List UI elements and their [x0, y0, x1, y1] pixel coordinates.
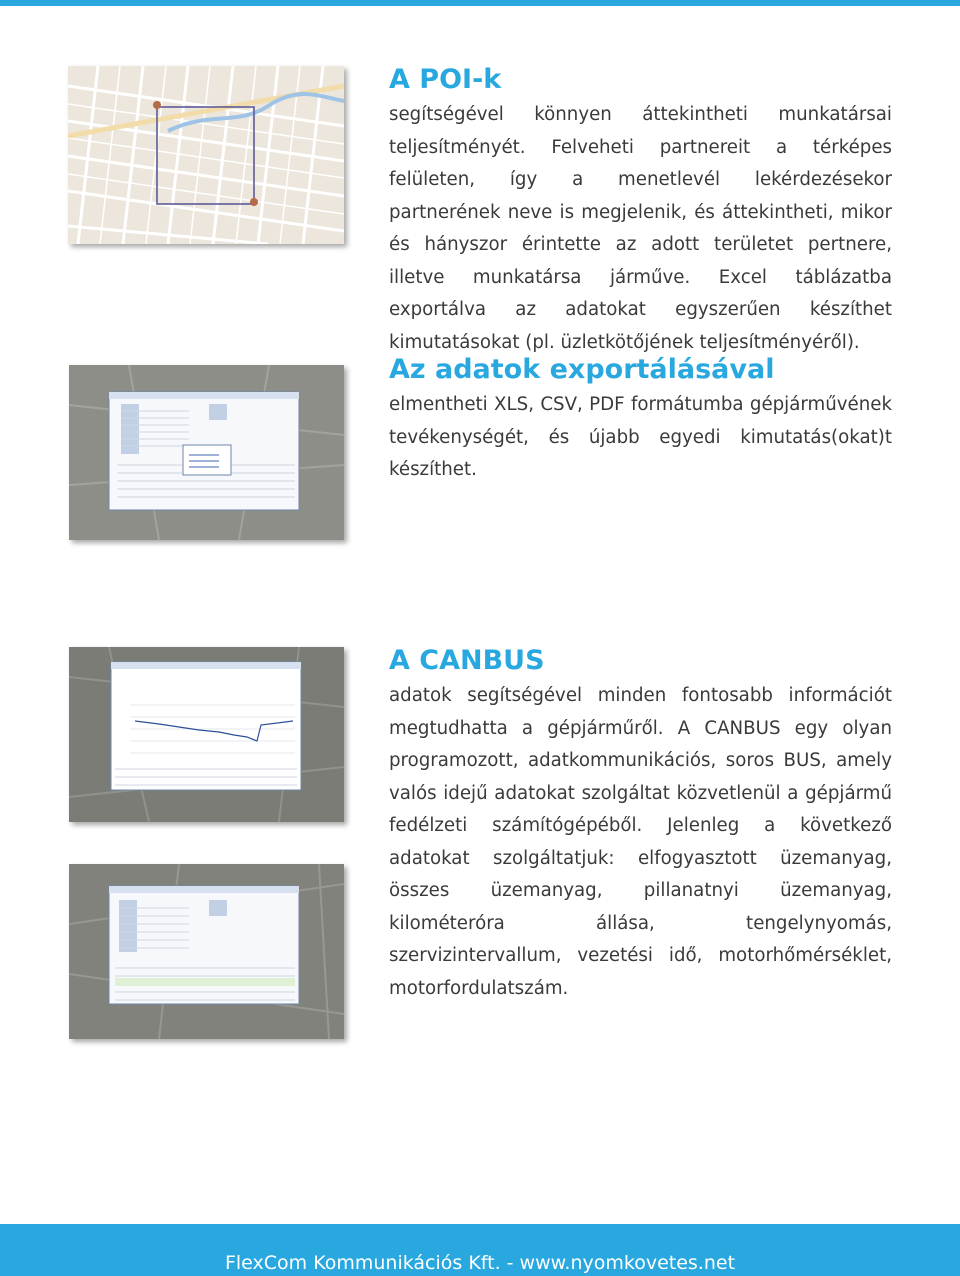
poi-heading: A POI-k [389, 64, 502, 95]
canbus-body: adatok segítségével minden fontosabb információt megtudhatta a gépjárműről. A CANBUS egy olyan programozott, adatkommunikációs, soros BUS, amely valós idejű adatokat szolgáltat közvetlenül a gépjármű fedélzeti számítógépéből. Jelenleg a következő adatokat szolgáltatjuk: elfogyasztott üzemanyag, összes üzemanyag, pillanatnyi üzemanyag, kilométeróra állása, tengelynyomás, szervizintervallum, vezetési idő, motorhőmérséklet, motorfordulatszám. [389, 685, 892, 999]
export-body: elmentheti XLS, CSV, PDF formátumba gépjárművének tevékenységét, és újabb egyedi kimutatás(okat)t készíthet. [389, 394, 892, 480]
footer-bar [0, 1224, 960, 1276]
footer-text: FlexCom Kommunikációs Kft. - www.nyomkovetes.net [224, 1252, 736, 1274]
canbus-section [389, 642, 892, 1005]
export-section [389, 351, 892, 487]
top-accent-bar [0, 0, 960, 6]
canbus-chart-image [69, 647, 344, 822]
poi-map-image [68, 66, 344, 244]
canbus-table-image [69, 864, 344, 1039]
export-heading: Az adatok exportálásával [389, 354, 775, 385]
poi-section [389, 61, 892, 359]
poi-body: segítségével könnyen áttekintheti munkatársai teljesítményét. Felveheti partnereit a térképes felületen, így a menetlevél lekérdezésekor partnerének neve is megjelenik, és áttekintheti, mikor és hányszor érintette az adott területet pertnere, illetve munkatársa járműve. Excel táblázatba exportálva az adatokat egyszerűen készíthet kimutatásokat (pl. üzletkötőjének teljesítményéről). [389, 104, 892, 353]
canbus-heading: A CANBUS [389, 645, 545, 676]
export-screenshot-image [69, 365, 344, 540]
